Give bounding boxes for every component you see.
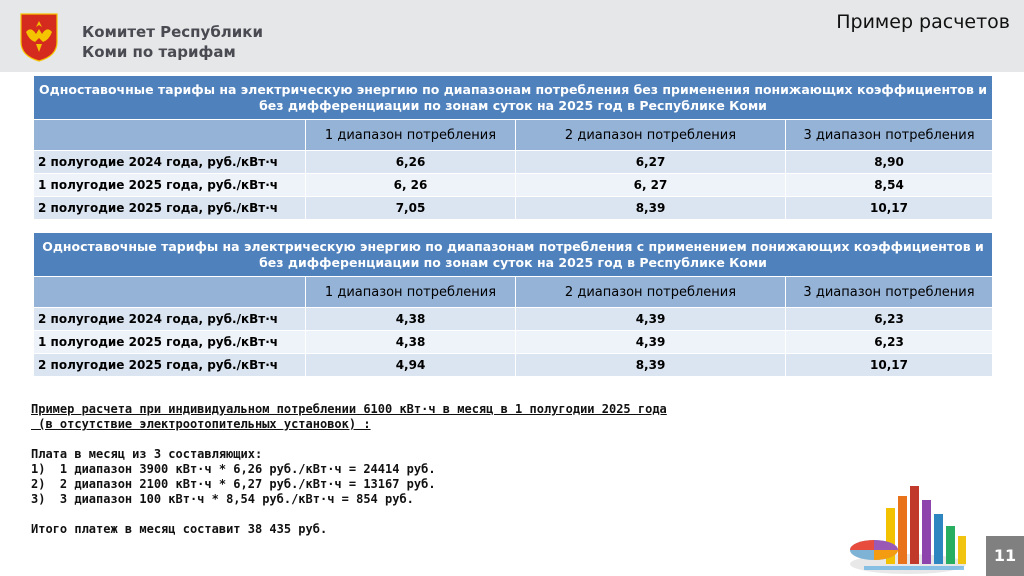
tariff-range-3: 10,17 [786,197,993,220]
table-caption: Одноставочные тарифы на электрическую энергию по диапазонам потребления с применением понижающих коэффициентов и без дифференциации по зонам суток на 2025 год в Республике Коми [34,233,993,277]
row-label: 2 полугодие 2024 года, руб./кВт·ч [34,308,306,331]
calculation-item: 2) 2 диапазон 2100 кВт·ч * 6,27 руб./кВт·ч = 13167 руб. [31,477,436,491]
tariff-range-3: 8,90 [786,151,993,174]
column-header-range-3: 3 диапазон потребления [786,277,993,308]
tariff-table-with-coefficients [33,232,993,377]
column-header-empty [34,120,306,151]
calculation-example [31,402,667,537]
calculation-heading-line-2: (в отсутствие электроотопительных установок) : [31,417,371,431]
calculation-heading-line-1: Пример расчета при индивидуальном потреблении 6100 кВт·ч в месяц в 1 полугодии 2025 года [31,402,667,416]
payment-intro: Плата в месяц из 3 составляющих: [31,447,263,461]
column-header-empty [34,277,306,308]
tariff-range-2: 8,39 [516,354,786,377]
tariff-range-1: 7,05 [306,197,516,220]
table-row [34,197,993,220]
tariff-range-2: 6,27 [516,151,786,174]
total-payment: Итого платеж в месяц составит 38 435 руб. [31,522,328,536]
column-header-range-3: 3 диапазон потребления [786,120,993,151]
table-header-row [34,120,993,151]
table-header-row [34,277,993,308]
tariff-range-2: 8,39 [516,197,786,220]
row-label: 1 полугодие 2025 года, руб./кВт·ч [34,331,306,354]
tariff-range-2: 4,39 [516,331,786,354]
org-name-line-1: Комитет Республики [82,23,263,41]
row-label: 1 полугодие 2025 года, руб./кВт·ч [34,174,306,197]
3d-bar-pie-chart-illustration [846,478,976,576]
tariff-table-without-coefficients [33,75,993,220]
column-header-range-1: 1 диапазон потребления [306,277,516,308]
column-header-range-1: 1 диапазон потребления [306,120,516,151]
tariff-range-3: 6,23 [786,308,993,331]
table-row [34,151,993,174]
column-header-range-2: 2 диапазон потребления [516,277,786,308]
tariff-range-1: 4,94 [306,354,516,377]
slide-title: Пример расчетов [836,11,1010,33]
tariff-range-1: 4,38 [306,308,516,331]
tariff-range-1: 6,26 [306,151,516,174]
column-header-range-2: 2 диапазон потребления [516,120,786,151]
row-label: 2 полугодие 2025 года, руб./кВт·ч [34,197,306,220]
header-bar [0,0,1024,72]
org-name-line-2: Коми по тарифам [82,43,236,61]
table-row [34,174,993,197]
tariff-range-3: 8,54 [786,174,993,197]
table-caption: Одноставочные тарифы на электрическую энергию по диапазонам потребления без применения понижающих коэффициентов и без дифференциации по зонам суток на 2025 год в Республике Коми [34,76,993,120]
row-label: 2 полугодие 2024 года, руб./кВт·ч [34,151,306,174]
tariff-range-2: 4,39 [516,308,786,331]
tariff-range-3: 6,23 [786,331,993,354]
calculation-item: 1) 1 диапазон 3900 кВт·ч * 6,26 руб./кВт·ч = 24414 руб. [31,462,436,476]
tariff-range-1: 4,38 [306,331,516,354]
tariff-range-2: 6, 27 [516,174,786,197]
tariff-range-3: 10,17 [786,354,993,377]
komi-coat-of-arms-icon [19,12,59,62]
table-row [34,308,993,331]
calculation-item: 3) 3 диапазон 100 кВт·ч * 8,54 руб./кВт·ч = 854 руб. [31,492,414,506]
table-row [34,354,993,377]
page-number-badge: 11 [986,536,1024,576]
organization-name [82,22,263,62]
table-row [34,331,993,354]
row-label: 2 полугодие 2025 года, руб./кВт·ч [34,354,306,377]
tariff-range-1: 6, 26 [306,174,516,197]
